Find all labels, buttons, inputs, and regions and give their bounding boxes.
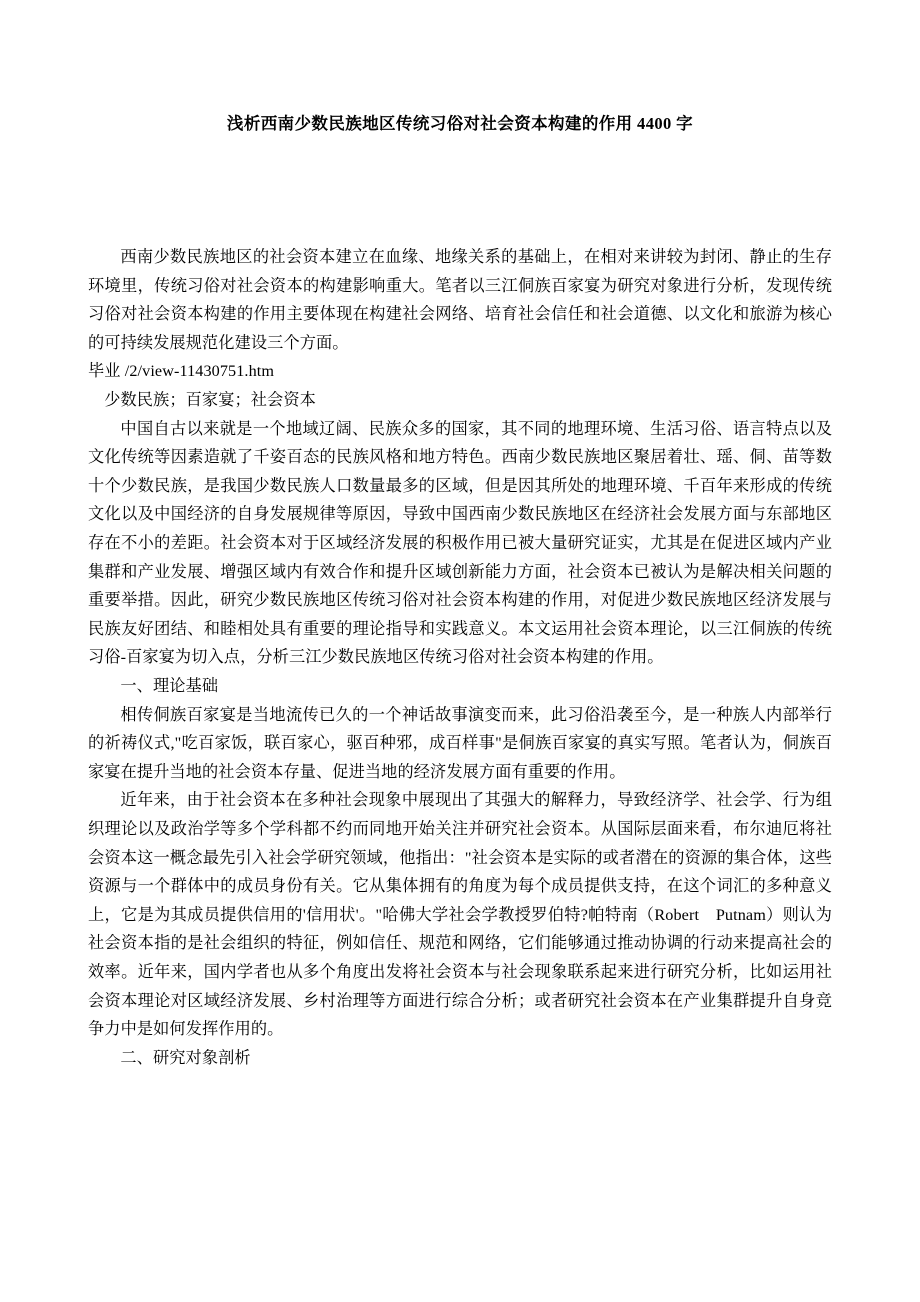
body-paragraph-3: 近年来，由于社会资本在多种社会现象中展现出了其强大的解释力，导致经济学、社会学、行为组织理论以及政治学等多个学科都不约而同地开始关注并研究社会资本。从国际层面来看，布尔迪厄将社会资本这一概念最先引入社会学研究领域，他指出："社会资本是实际的或者潜在的资源的集合体，这些资源与一个群体中的成员身份有关。它从集体拥有的角度为每个成员提供支持，在这个词汇的多种意义上，它是为其成员提供信用的'信用状'。"哈佛大学社会学教授罗伯特?帕特南（Robert Putnam）则认为社会资本指的是社会组织的特征，例如信任、规范和网络，它们能够通过推动协调的行动来提高社会的效率。近年来，国内学者也从多个角度出发将社会资本与社会现象联系起来进行研究分析，比如运用社会资本理论对区域经济发展、乡村治理等方面进行综合分析；或者研究社会资本在产业集群提升自身竞争力中是如何发挥作用的。	[88, 791, 832, 1039]
body-paragraph-1: 中国自古以来就是一个地域辽阔、民族众多的国家，其不同的地理环境、生活习俗、语言特点以及文化传统等因素造就了千姿百态的民族风格和地方特色。西南少数民族地区聚居着壮、瑶、侗、苗等数十个少数民族，是我国少数民族人口数量最多的区域，但是因其所处的地理环境、千百年来形成的传统文化以及中国经济的自身发展规律等原因，导致中国西南少数民族地区在经济社会发展方面与东部地区存在不小的差距。社会资本对于区域经济发展的积极作用已被大量研究证实，尤其是在促进区域内产业集群和产业发展、增强区域内有效合作和提升区域创新能力方面，社会资本已被认为是解决相关问题的重要举措。因此，研究少数民族地区传统习俗对社会资本构建的作用，对促进少数民族地区经济发展与民族友好团结、和睦相处具有重要的理论指导和实践意义。本文运用社会资本理论，以三江侗族的传统习俗-百家宴为切入点，分析三江少数民族地区传统习俗对社会资本构建的作用。	[88, 419, 832, 667]
abstract-paragraph: 西南少数民族地区的社会资本建立在血缘、地缘关系的基础上，在相对来讲较为封闭、静止的生存环境里，传统习俗对社会资本的构建影响重大。笔者以三江侗族百家宴为研究对象进行分析，发现传统习俗对社会资本构建的作用主要体现在构建社会网络、培育社会信任和社会道德、以文化和旅游为核心的可持续发展规范化建设三个方面。	[88, 248, 832, 352]
source-url-link[interactable]: /2/view-11430751.htm	[124, 362, 275, 381]
source-label: 毕业	[88, 362, 121, 381]
page-title: 浅析西南少数民族地区传统习俗对社会资本构建的作用 4400 字	[226, 114, 694, 133]
document-body	[88, 243, 832, 1072]
section-heading-2: 二、研究对象剖析	[120, 1048, 251, 1067]
source-line	[88, 357, 832, 386]
body-paragraph-2: 相传侗族百家宴是当地流传已久的一个神话故事演变而来，此习俗沿袭至今，是一种族人内部举行的祈祷仪式,"吃百家饭，联百家心，驱百种邪，成百样事"是侗族百家宴的真实写照。笔者认为，侗族百家宴在提升当地的社会资本存量、促进当地的经济发展方面有重要的作用。	[88, 705, 832, 781]
keywords-line: 少数民族；百家宴；社会资本	[104, 391, 316, 410]
section-heading-1: 一、理论基础	[120, 677, 219, 695]
